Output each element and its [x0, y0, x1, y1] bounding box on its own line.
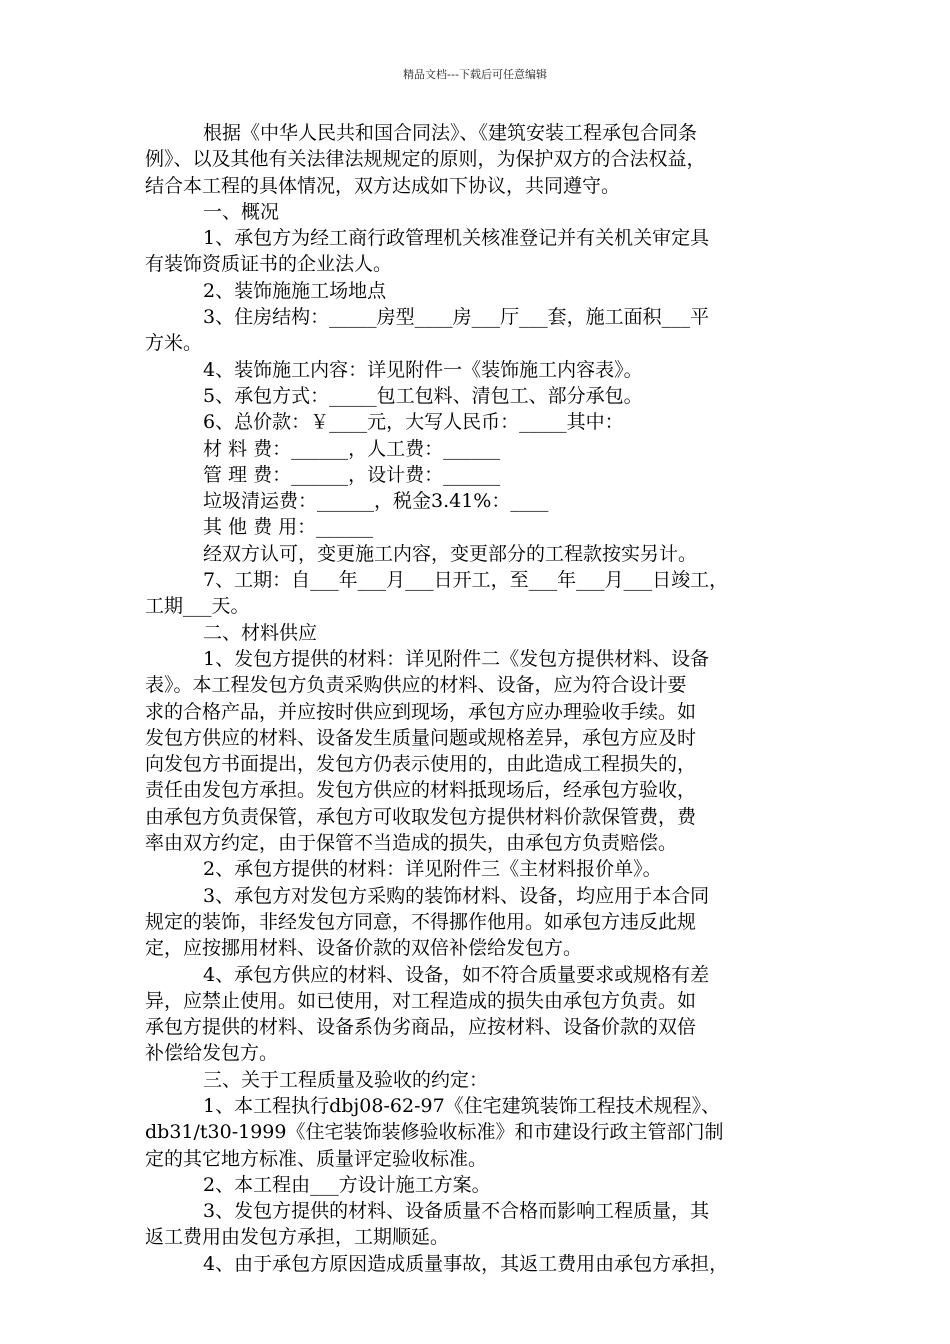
- text-line: 由承包方负责保管，承包方可收取发包方提供材料价款保管费，费: [145, 805, 697, 828]
- text-line: 1、发包方提供的材料：详见附件二《发包方提供材料、设备: [203, 647, 710, 670]
- page-header: 精品文档---下载后可任意编辑: [403, 68, 547, 81]
- text-line: 2、本工程由___方设计施工方案。: [203, 1173, 491, 1196]
- text-line: 三、关于工程质量及验收的约定：: [203, 1068, 489, 1091]
- text-line: 4、装饰施工内容：详见附件一《装饰施工内容表》。: [203, 358, 643, 381]
- text-line: 向发包方书面提出，发包方仍表示使用的，由此造成工程损失的，: [145, 753, 697, 776]
- text-line: 4、由于承包方原因造成质量事故，其返工费用由承包方承担，: [203, 1252, 729, 1275]
- text-line: 定的其它地方标准、质量评定验收标准。: [145, 1147, 488, 1170]
- text-line: 6、总价款：￥____元，大写人民币：_____其中：: [203, 411, 624, 434]
- text-line: 2、承包方提供的材料：详见附件三《主材料报价单》。: [203, 858, 662, 881]
- text-line: 补偿给发包方。: [145, 1042, 279, 1065]
- text-line: 根据《中华人民共和国合同法》、《建筑安装工程承包合同条: [203, 122, 698, 144]
- text-line: 3、住房结构：_____房型____房___厅___套，施工面积___平: [203, 306, 710, 329]
- text-line: 2、装饰施施工场地点: [203, 279, 387, 302]
- text-line: 1、承包方为经工商行政管理机关核准登记并有关机关审定具: [203, 227, 710, 250]
- text-line: 其 他 费 用：______: [203, 516, 374, 539]
- text-line: 异，应禁止使用。如已使用，对工程造成的损失由承包方负责。如: [145, 989, 697, 1012]
- text-line: 垃圾清运费：______，税金3.41%：____: [203, 490, 549, 513]
- text-line: 5、承包方式：_____包工包料、清包工、部分承包。: [203, 384, 643, 407]
- text-line: 定，应按挪用材料、设备价款的双倍补偿给发包方。: [145, 937, 583, 960]
- text-line: 承包方提供的材料、设备系伪劣商品，应按材料、设备价款的双倍: [145, 1016, 697, 1039]
- text-line: 管 理 费：______，设计费：______: [203, 463, 501, 486]
- text-line: 工期___天。: [145, 595, 250, 618]
- text-line: 责任由发包方承担。发包方供应的材料抵现场后，经承包方验收，: [145, 779, 697, 802]
- text-line: 1、本工程执行dbj08-62-97《住宅建筑装饰工程技术规程》、: [203, 1094, 721, 1117]
- text-line: 表》。本工程发包方负责采购供应的材料、设备，应为符合设计要: [145, 674, 687, 697]
- text-line: 例》、以及其他有关法律法规规定的原则，为保护双方的合法权益，: [145, 148, 706, 171]
- text-line: 7、工期：自___年___月___日开工，至___年___月___日竣工，: [203, 569, 729, 592]
- text-line: 有装饰资质证书的企业法人。: [145, 253, 393, 276]
- text-line: db31/t30-1999《住宅装饰装修验收标准》和市建设行政主管部门制: [145, 1121, 724, 1144]
- text-line: 率由双方约定，由于保管不当造成的损失，由承包方负责赔偿。: [145, 832, 678, 855]
- text-line: 经双方认可，变更施工内容，变更部分的工程款按实另计。: [203, 542, 698, 565]
- text-line: 3、发包方提供的材料、设备质量不合格而影响工程质量，其: [203, 1200, 710, 1223]
- contract-body: [145, 120, 825, 1277]
- text-line: 3、承包方对发包方采购的装饰材料、设备，均应用于本合同: [203, 884, 710, 907]
- text-line: 发包方供应的材料、设备发生质量问题或规格差异，承包方应及时: [145, 726, 697, 749]
- text-line: 二、材料供应: [203, 621, 318, 644]
- text-line: 4、承包方供应的材料、设备，如不符合质量要求或规格有差: [203, 963, 710, 986]
- text-line: 规定的装饰，非经发包方同意，不得挪作他用。如承包方违反此规: [145, 910, 697, 933]
- text-line: 材 料 费：______，人工费：______: [203, 437, 501, 460]
- text-line: 一、概况: [203, 200, 280, 223]
- text-line: 结合本工程的具体情况，双方达成如下协议，共同遵守。: [145, 174, 621, 197]
- text-line: 方米。: [145, 332, 203, 355]
- text-line: 返工费用由发包方承担，工期顺延。: [145, 1226, 450, 1249]
- text-line: 求的合格产品，并应按时供应到现场，承包方应办理验收手续。如: [145, 700, 697, 723]
